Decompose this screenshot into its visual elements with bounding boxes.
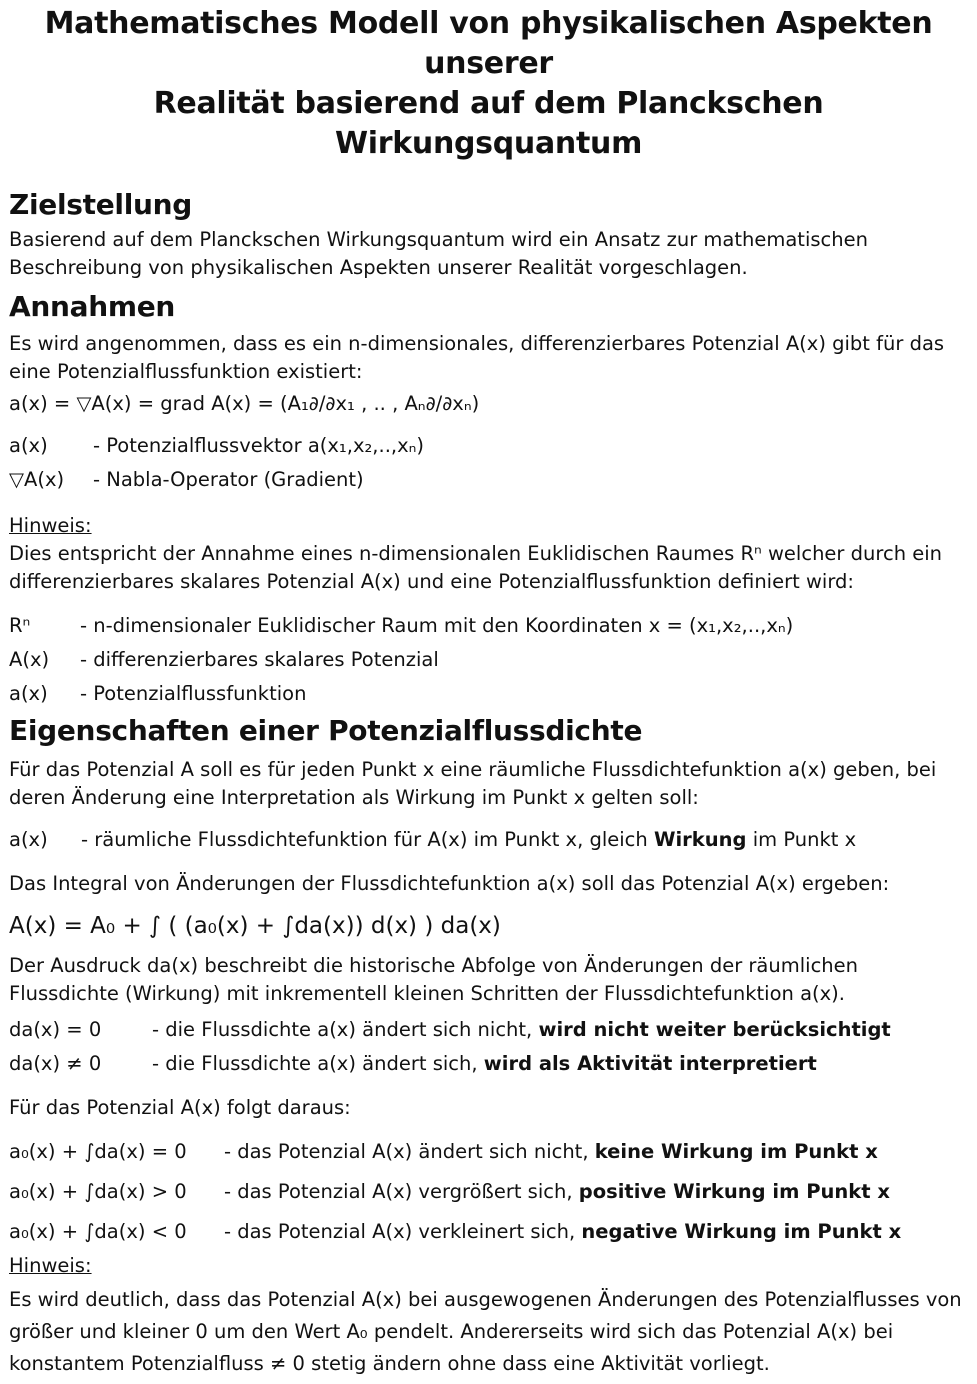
result-bold: positive Wirkung im Punkt x (578, 1180, 890, 1203)
result-condition: a₀(x) + ∫da(x) < 0 (9, 1220, 187, 1243)
integral-formula: A(x) = A₀ + ∫ ( (a₀(x) + ∫da(x)) d(x) ) da(x) (9, 913, 501, 939)
definition-symbol: a(x) (9, 682, 48, 705)
case-bold: wird nicht weiter berücksichtigt (538, 1018, 891, 1041)
definition-desc: - Potenzialflussfunktion (80, 682, 307, 705)
flussdichte-definition (9, 826, 968, 854)
definition-row (9, 432, 968, 460)
hint-text: Dies entspricht der Annahme eines n-dimensionalen Euklidischen Raumes Rⁿ welcher durch ein differenzierbares skalares Potenzial A(x) und eine Potenzialflussfunktion definiert wird: (9, 542, 943, 593)
hint-label: Hinweis: (9, 514, 92, 537)
definition-desc: - Nabla-Operator (Gradient) (93, 468, 364, 491)
result-cases (9, 1138, 968, 1246)
change-cases (9, 1016, 968, 1078)
definition-symbol: ▽A(x) (9, 468, 65, 491)
case-row (9, 1016, 968, 1044)
result-desc: - das Potenzial A(x) verkleinert sich, (224, 1220, 576, 1243)
eigenschaften-intro: Für das Potenzial A soll es für jeden Punkt x eine räumliche Flussdichtefunktion a(x) geben, bei deren Änderung eine Interpretation als Wirkung im Punkt x gelten soll: (9, 758, 937, 809)
result-row (9, 1218, 968, 1246)
definition-desc: - Potenzialflussvektor a(x₁,x₂,..,xₙ) (93, 434, 425, 457)
case-desc: - die Flussdichte a(x) ändert sich, (152, 1052, 478, 1075)
definition-tail: im Punkt x (752, 828, 857, 851)
hint-label-2: Hinweis: (9, 1254, 92, 1277)
gradient-formula: a(x) = ▽A(x) = grad A(x) = (A₁∂/∂x₁ , .. , Aₙ∂/∂xₙ) (9, 392, 480, 415)
definition-desc: - räumliche Flussdichtefunktion für A(x) im Punkt x, gleich (81, 828, 648, 851)
result-row (9, 1138, 968, 1166)
annahmen-intro: Es wird angenommen, dass es ein n-dimensionales, differenzierbares Potenzial A(x) gibt für das eine Potenzialflussfunktion existiert: (9, 332, 945, 383)
result-row (9, 1178, 968, 1206)
document-page (0, 4, 977, 1380)
space-definitions (9, 612, 968, 708)
definition-symbol: A(x) (9, 648, 50, 671)
definition-desc: - n-dimensionaler Euklidischer Raum mit den Koordinaten x = (x₁,x₂,..,xₙ) (80, 614, 794, 637)
result-condition: a₀(x) + ∫da(x) > 0 (9, 1180, 187, 1203)
annahmen-definitions (9, 432, 968, 494)
case-condition: da(x) ≠ 0 (9, 1052, 102, 1075)
definition-desc: - differenzierbares skalares Potenzial (80, 648, 439, 671)
definition-row (9, 680, 968, 708)
document-title: Mathematisches Modell von physikalischen Aspekten unserer Realität basierend auf dem Planckschen Wirkungsquantum (44, 6, 933, 161)
case-row (9, 1050, 968, 1078)
result-desc: - das Potenzial A(x) ändert sich nicht, (224, 1140, 589, 1163)
definition-row (9, 646, 968, 674)
zielstellung-text: Basierend auf dem Planckschen Wirkungsquantum wird ein Ansatz zur mathematischen Beschreibung von physikalischen Aspekten unserer Realität vorgeschlagen. (9, 228, 868, 279)
result-desc: - das Potenzial A(x) vergrößert sich, (224, 1180, 573, 1203)
heading-eigenschaften: Eigenschaften einer Potenzialflussdichte (9, 714, 643, 747)
result-condition: a₀(x) + ∫da(x) = 0 (9, 1140, 187, 1163)
definition-symbol: Rⁿ (9, 614, 31, 637)
result-bold: negative Wirkung im Punkt x (581, 1220, 902, 1243)
case-desc: - die Flussdichte a(x) ändert sich nicht, (152, 1018, 533, 1041)
expression-text: Der Ausdruck da(x) beschreibt die historische Abfolge von Änderungen der räumlichen Flussdichte (Wirkung) mit inkrementell kleinen Schritten der Flussdichtefunktion a(x). (9, 954, 859, 1005)
hint-text-2: Es wird deutlich, dass das Potenzial A(x) bei ausgewogenen Änderungen des Potenzialflusses von größer und kleiner 0 um den Wert A₀ pendelt. Andererseits wird sich das Potenzial A(x) bei konstantem Potenzialfluss ≠ 0 stetig ändern ohne dass eine Aktivität vorliegt. (9, 1288, 962, 1375)
definition-row (9, 612, 968, 640)
case-bold: wird als Aktivität interpretiert (483, 1052, 817, 1075)
definition-bold: Wirkung (653, 828, 747, 851)
heading-annahmen: Annahmen (9, 290, 176, 323)
heading-zielstellung: Zielstellung (9, 188, 193, 221)
case-condition: da(x) = 0 (9, 1018, 102, 1041)
definition-row (9, 466, 968, 494)
integral-intro: Das Integral von Änderungen der Flussdichtefunktion a(x) soll das Potenzial A(x) ergeben: (9, 872, 890, 895)
definition-symbol: a(x) (9, 434, 48, 457)
result-bold: keine Wirkung im Punkt x (594, 1140, 878, 1163)
follows-text: Für das Potenzial A(x) folgt daraus: (9, 1096, 351, 1119)
definition-symbol: a(x) (9, 828, 48, 851)
